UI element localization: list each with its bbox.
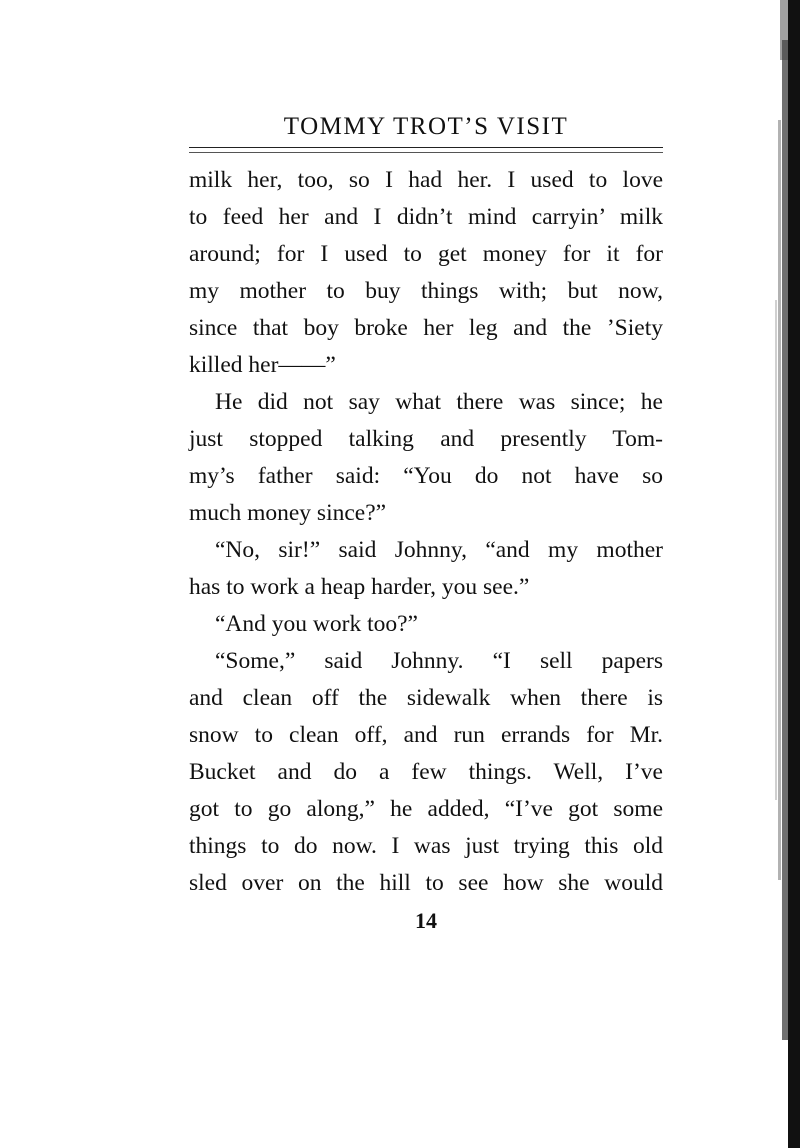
text-line: “No, sir!” said Johnny, “and my mother bbox=[215, 537, 663, 563]
page-edge-shadow bbox=[770, 0, 800, 1148]
running-head: TOMMY TROT’S VISIT bbox=[283, 113, 569, 140]
text-line: my mother to buy things with; but now, bbox=[189, 278, 663, 304]
page-number: 14 bbox=[415, 908, 437, 933]
text-line: got to go along,” he added, “I’ve got some bbox=[189, 796, 663, 822]
text-line: has to work a heap harder, you see.” bbox=[189, 574, 530, 600]
text-line: much money since?” bbox=[189, 500, 387, 526]
text-line: milk her, too, so I had her. I used to love bbox=[189, 167, 663, 193]
text-line: around; for I used to get money for it for bbox=[189, 241, 663, 267]
header-rule-bottom bbox=[189, 152, 663, 153]
text-line: “Some,” said Johnny. “I sell papers bbox=[215, 648, 663, 674]
text-line: to feed her and I didn’t mind carryin’ milk bbox=[189, 204, 663, 230]
text-line: my’s father said: “You do not have so bbox=[189, 463, 663, 489]
text-line: snow to clean off, and run errands for Mr. bbox=[189, 722, 663, 748]
text-line: killed her——” bbox=[189, 352, 336, 378]
text-line: He did not say what there was since; he bbox=[215, 389, 663, 415]
text-line: things to do now. I was just trying this old bbox=[189, 833, 663, 859]
text-line: just stopped talking and presently Tom- bbox=[189, 426, 663, 452]
text-line: Bucket and do a few things. Well, I’ve bbox=[189, 759, 663, 785]
text-line: and clean off the sidewalk when there is bbox=[189, 685, 663, 711]
text-line: sled over on the hill to see how she would bbox=[189, 870, 663, 896]
text-line: “And you work too?” bbox=[215, 611, 418, 637]
text-line: since that boy broke her leg and the ’Siety bbox=[189, 315, 663, 341]
header-rule-top bbox=[189, 147, 663, 148]
body-text bbox=[189, 162, 663, 902]
